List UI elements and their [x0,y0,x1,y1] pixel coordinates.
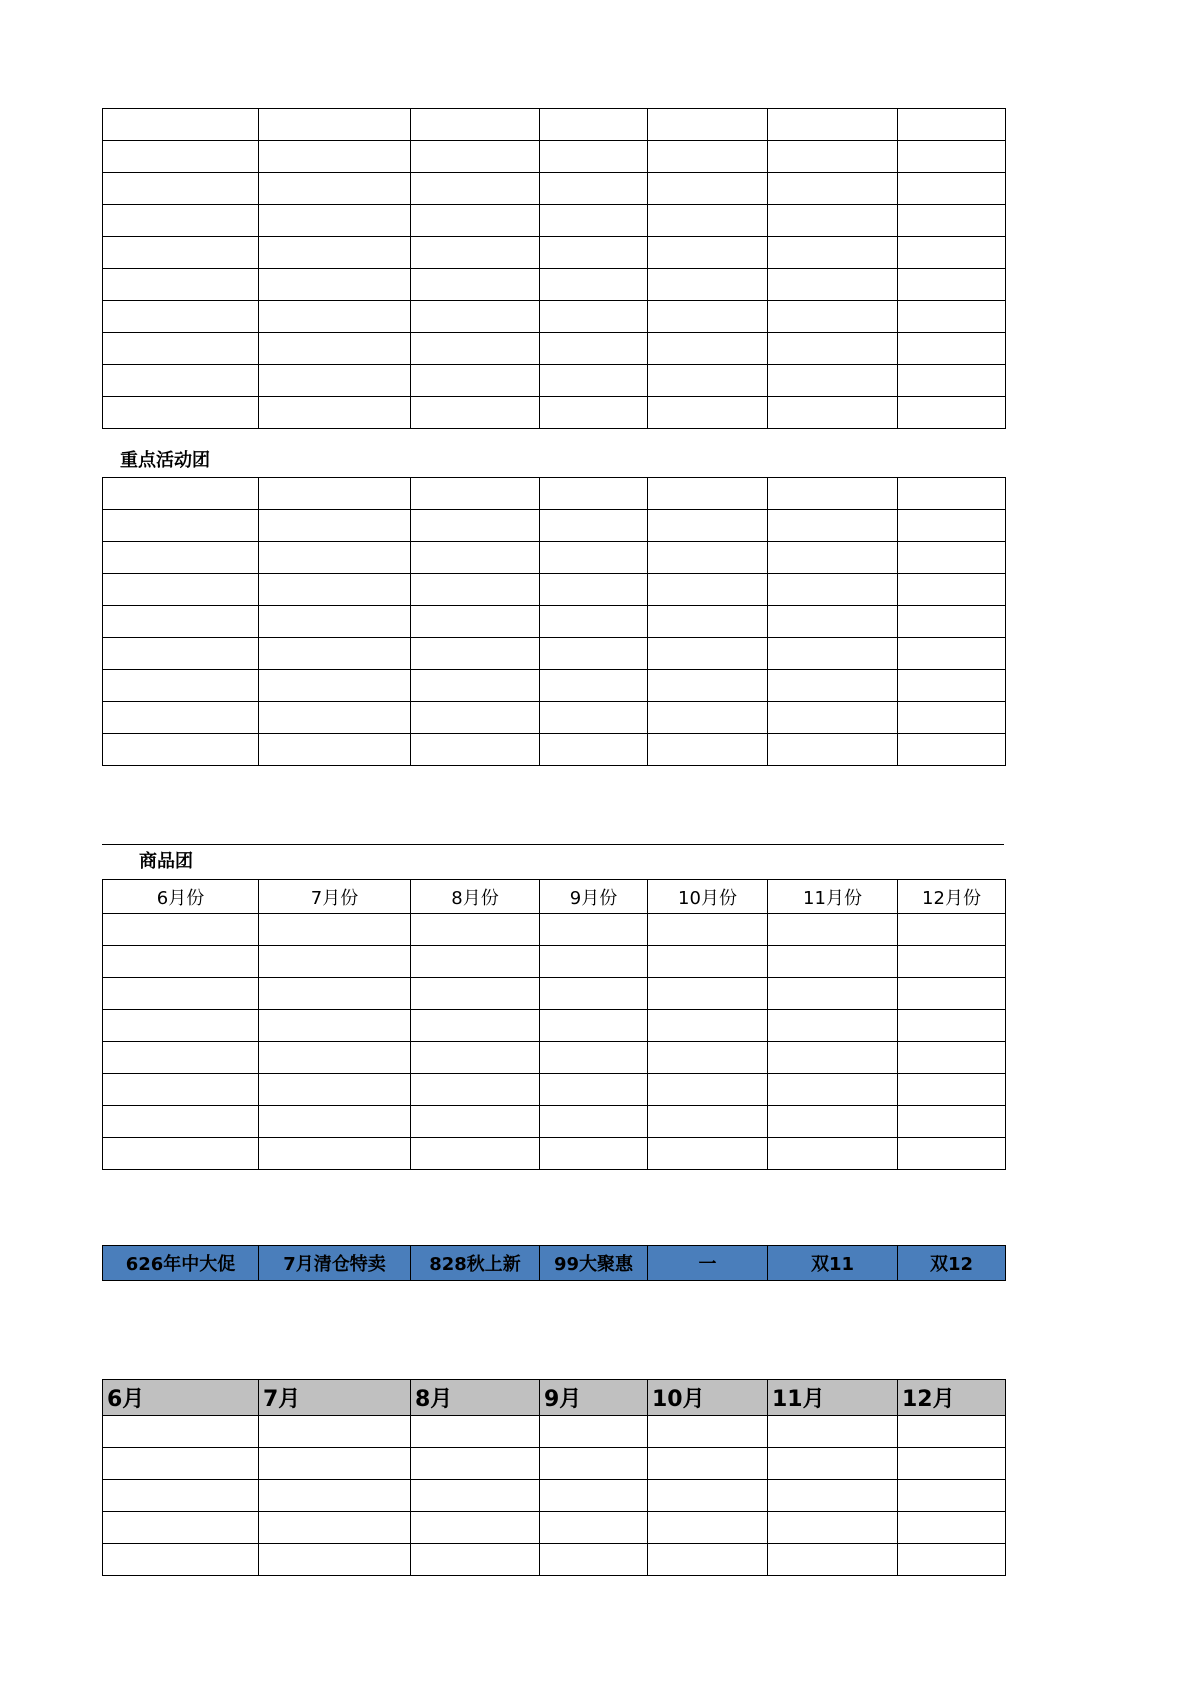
empty-cell[interactable] [103,1416,259,1448]
empty-cell[interactable] [411,1416,540,1448]
table-row [103,1512,1006,1544]
empty-cell[interactable] [768,173,898,205]
goods-group-title: 商品团 [139,851,193,872]
empty-cell[interactable] [103,1544,259,1576]
empty-cell[interactable] [259,1448,411,1480]
empty-cell[interactable] [768,397,898,429]
empty-cell[interactable] [648,205,768,237]
empty-cell[interactable] [768,1074,898,1106]
table-row [103,1074,1006,1106]
empty-cell[interactable] [898,269,1006,301]
empty-cell[interactable] [648,946,768,978]
empty-cell[interactable] [259,542,411,574]
empty-cell[interactable] [898,1544,1006,1576]
empty-cell[interactable] [103,1106,259,1138]
empty-cell[interactable] [898,397,1006,429]
empty-cell[interactable] [898,1416,1006,1448]
table-row [103,670,1006,702]
month-grid-body [103,1380,1006,1576]
table-row [103,333,1006,365]
empty-cell[interactable] [540,638,648,670]
empty-cell[interactable] [103,574,259,606]
empty-cell[interactable] [540,269,648,301]
empty-cell[interactable] [540,1544,648,1576]
empty-cell[interactable] [768,237,898,269]
empty-cell[interactable] [898,702,1006,734]
focus-activity-grid [102,477,1006,766]
empty-cell[interactable] [540,1480,648,1512]
goods-header-cell: 11月份 [768,880,898,914]
empty-cell[interactable] [540,1010,648,1042]
empty-cell[interactable] [898,478,1006,510]
promo-cell: 双12 [898,1246,1006,1281]
empty-cell[interactable] [540,914,648,946]
empty-cell[interactable] [768,606,898,638]
empty-cell[interactable] [768,574,898,606]
empty-cell[interactable] [898,638,1006,670]
empty-cell[interactable] [648,109,768,141]
empty-cell[interactable] [648,1480,768,1512]
empty-cell[interactable] [103,1138,259,1170]
empty-cell[interactable] [259,109,411,141]
empty-cell[interactable] [411,397,540,429]
empty-cell[interactable] [411,269,540,301]
focus-grid-body [103,478,1006,766]
goods-header-cell: 10月份 [648,880,768,914]
empty-cell[interactable] [259,670,411,702]
table-row [103,173,1006,205]
empty-cell[interactable] [540,1416,648,1448]
month-header-cell: 7月 [259,1380,411,1416]
empty-cell[interactable] [103,365,259,397]
empty-cell[interactable] [259,333,411,365]
empty-cell[interactable] [768,702,898,734]
empty-cell[interactable] [540,478,648,510]
goods-group-grid [102,879,1006,1170]
empty-cell[interactable] [898,173,1006,205]
goods-header-cell: 8月份 [411,880,540,914]
empty-cell[interactable] [540,237,648,269]
empty-cell[interactable] [411,574,540,606]
empty-cell[interactable] [411,1074,540,1106]
table-row [103,237,1006,269]
empty-cell[interactable] [648,574,768,606]
empty-cell[interactable] [103,734,259,766]
empty-cell[interactable] [259,734,411,766]
empty-cell[interactable] [648,542,768,574]
empty-cell[interactable] [898,510,1006,542]
empty-cell[interactable] [898,542,1006,574]
empty-cell[interactable] [648,1138,768,1170]
empty-cell[interactable] [648,478,768,510]
table-row [103,141,1006,173]
empty-cell[interactable] [540,205,648,237]
table-row [103,205,1006,237]
empty-cell[interactable] [411,914,540,946]
empty-cell[interactable] [103,205,259,237]
empty-cell[interactable] [768,914,898,946]
empty-cell[interactable] [898,1448,1006,1480]
goods-header-cell: 7月份 [259,880,411,914]
empty-cell[interactable] [898,914,1006,946]
empty-cell[interactable] [768,1512,898,1544]
table-row [103,946,1006,978]
empty-cell[interactable] [411,301,540,333]
empty-cell[interactable] [540,109,648,141]
empty-cell[interactable] [259,510,411,542]
empty-cell[interactable] [411,670,540,702]
table-row [103,1042,1006,1074]
promo-cell: 99大聚惠 [540,1246,648,1281]
empty-cell[interactable] [898,333,1006,365]
empty-cell[interactable] [411,333,540,365]
empty-cell[interactable] [540,365,648,397]
empty-cell[interactable] [103,141,259,173]
empty-cell[interactable] [103,606,259,638]
empty-cell[interactable] [648,1074,768,1106]
empty-cell[interactable] [411,1138,540,1170]
empty-cell[interactable] [540,574,648,606]
table-row [103,638,1006,670]
empty-cell[interactable] [898,606,1006,638]
empty-cell[interactable] [898,205,1006,237]
empty-cell[interactable] [540,301,648,333]
empty-cell[interactable] [259,702,411,734]
empty-cell[interactable] [411,478,540,510]
empty-cell[interactable] [411,510,540,542]
empty-cell[interactable] [259,574,411,606]
empty-cell[interactable] [103,702,259,734]
goods-header-row [103,880,1006,914]
empty-cell[interactable] [259,1010,411,1042]
empty-cell[interactable] [259,478,411,510]
empty-cell[interactable] [540,333,648,365]
empty-cell[interactable] [768,1544,898,1576]
empty-cell[interactable] [648,734,768,766]
empty-cell[interactable] [648,702,768,734]
table-row [103,301,1006,333]
empty-cell[interactable] [411,1480,540,1512]
month-header-cell: 10月 [648,1380,768,1416]
empty-cell[interactable] [259,1042,411,1074]
empty-cell[interactable] [103,978,259,1010]
empty-cell[interactable] [103,1448,259,1480]
table-row [103,978,1006,1010]
empty-cell[interactable] [898,978,1006,1010]
promo-row [103,1246,1006,1281]
empty-cell[interactable] [768,1480,898,1512]
empty-cell[interactable] [103,173,259,205]
month-header-cell: 9月 [540,1380,648,1416]
promo-cell: 一 [648,1246,768,1281]
empty-cell[interactable] [540,702,648,734]
empty-cell[interactable] [540,1074,648,1106]
table-row [103,397,1006,429]
empty-cell[interactable] [648,173,768,205]
empty-cell[interactable] [768,670,898,702]
table-row [103,1480,1006,1512]
empty-cell[interactable] [898,1138,1006,1170]
empty-cell[interactable] [898,946,1006,978]
empty-cell[interactable] [103,1512,259,1544]
promo-cell: 626年中大促 [103,1246,259,1281]
empty-cell[interactable] [648,237,768,269]
empty-cell[interactable] [259,1480,411,1512]
promo-cell: 7月清仓特卖 [259,1246,411,1281]
empty-cell[interactable] [103,510,259,542]
empty-cell[interactable] [768,1448,898,1480]
empty-cell[interactable] [259,301,411,333]
table-row [103,1544,1006,1576]
table-row [103,1448,1006,1480]
empty-cell[interactable] [540,141,648,173]
focus-activity-title: 重点活动团 [120,450,210,471]
empty-cell[interactable] [648,1544,768,1576]
empty-cell[interactable] [540,946,648,978]
empty-cell[interactable] [648,141,768,173]
table-row [103,1138,1006,1170]
empty-cell[interactable] [540,1138,648,1170]
empty-cell[interactable] [540,606,648,638]
table-row [103,1010,1006,1042]
empty-cell[interactable] [648,1448,768,1480]
empty-cell[interactable] [103,670,259,702]
empty-cell[interactable] [411,978,540,1010]
empty-cell[interactable] [540,397,648,429]
empty-cell[interactable] [540,670,648,702]
empty-cell[interactable] [898,141,1006,173]
empty-cell[interactable] [411,946,540,978]
empty-cell[interactable] [411,173,540,205]
empty-cell[interactable] [648,1106,768,1138]
empty-cell[interactable] [259,205,411,237]
empty-cell[interactable] [259,914,411,946]
empty-cell[interactable] [411,1544,540,1576]
empty-cell[interactable] [540,1042,648,1074]
empty-cell[interactable] [411,205,540,237]
empty-cell[interactable] [768,1416,898,1448]
empty-cell[interactable] [259,1106,411,1138]
table-row [103,109,1006,141]
empty-cell[interactable] [103,333,259,365]
empty-cell[interactable] [898,365,1006,397]
empty-cell[interactable] [898,1480,1006,1512]
empty-cell[interactable] [259,1512,411,1544]
empty-cell[interactable] [768,638,898,670]
empty-cell[interactable] [411,606,540,638]
empty-cell[interactable] [259,606,411,638]
empty-cell[interactable] [103,542,259,574]
month-header-cell: 12月 [898,1380,1006,1416]
empty-cell[interactable] [411,702,540,734]
table-row [103,365,1006,397]
empty-cell[interactable] [259,141,411,173]
empty-cell[interactable] [103,109,259,141]
empty-cell[interactable] [259,237,411,269]
empty-cell[interactable] [898,237,1006,269]
empty-cell[interactable] [648,1010,768,1042]
empty-cell[interactable] [103,397,259,429]
top-grid-body [103,109,1006,429]
empty-cell[interactable] [411,1448,540,1480]
month-header-cell: 6月 [103,1380,259,1416]
empty-cell[interactable] [768,946,898,978]
empty-cell[interactable] [648,365,768,397]
empty-cell[interactable] [898,109,1006,141]
empty-cell[interactable] [103,946,259,978]
empty-cell[interactable] [648,606,768,638]
goods-header-cell: 9月份 [540,880,648,914]
table-row [103,1106,1006,1138]
empty-cell[interactable] [540,542,648,574]
empty-cell[interactable] [768,301,898,333]
empty-cell[interactable] [648,1042,768,1074]
empty-cell[interactable] [898,1074,1006,1106]
empty-cell[interactable] [411,237,540,269]
empty-cell[interactable] [648,638,768,670]
empty-cell[interactable] [411,141,540,173]
empty-cell[interactable] [411,1042,540,1074]
empty-cell[interactable] [103,237,259,269]
empty-cell[interactable] [411,638,540,670]
goods-section-divider [102,844,1004,845]
month-header-cell: 11月 [768,1380,898,1416]
empty-cell[interactable] [103,1480,259,1512]
empty-cell[interactable] [898,1512,1006,1544]
empty-cell[interactable] [768,269,898,301]
empty-cell[interactable] [768,365,898,397]
empty-cell[interactable] [898,1042,1006,1074]
empty-cell[interactable] [411,109,540,141]
empty-cell[interactable] [259,1544,411,1576]
empty-cell[interactable] [768,1010,898,1042]
empty-cell[interactable] [540,978,648,1010]
empty-cell[interactable] [103,638,259,670]
empty-cell[interactable] [648,510,768,542]
goods-header-cell: 12月份 [898,880,1006,914]
empty-cell[interactable] [768,333,898,365]
empty-cell[interactable] [103,914,259,946]
table-row [103,510,1006,542]
empty-cell[interactable] [648,397,768,429]
empty-cell[interactable] [259,1074,411,1106]
empty-cell[interactable] [898,574,1006,606]
empty-cell[interactable] [648,1416,768,1448]
empty-cell[interactable] [411,365,540,397]
empty-cell[interactable] [648,914,768,946]
empty-cell[interactable] [648,269,768,301]
empty-cell[interactable] [411,1106,540,1138]
empty-cell[interactable] [103,1074,259,1106]
empty-cell[interactable] [103,1010,259,1042]
table-row [103,1416,1006,1448]
empty-cell[interactable] [103,1042,259,1074]
table-row [103,574,1006,606]
table-row [103,734,1006,766]
empty-cell[interactable] [768,109,898,141]
empty-cell[interactable] [259,978,411,1010]
empty-cell[interactable] [898,1010,1006,1042]
empty-cell[interactable] [411,542,540,574]
table-row [103,478,1006,510]
table-row [103,606,1006,638]
promo-calendar-row [102,1245,1006,1281]
empty-cell[interactable] [540,1512,648,1544]
empty-cell[interactable] [898,670,1006,702]
empty-cell[interactable] [648,301,768,333]
empty-cell[interactable] [259,1138,411,1170]
empty-cell[interactable] [648,670,768,702]
empty-cell[interactable] [259,946,411,978]
month-header-row [103,1380,1006,1416]
promo-cell: 双11 [768,1246,898,1281]
table-row [103,914,1006,946]
empty-cell[interactable] [768,141,898,173]
empty-cell[interactable] [898,734,1006,766]
table-row [103,702,1006,734]
goods-grid-body [103,880,1006,1170]
empty-cell[interactable] [540,1106,648,1138]
empty-cell[interactable] [540,510,648,542]
empty-cell[interactable] [768,510,898,542]
top-empty-grid [102,108,1006,429]
empty-cell[interactable] [768,542,898,574]
empty-cell[interactable] [768,478,898,510]
empty-cell[interactable] [259,638,411,670]
empty-cell[interactable] [259,397,411,429]
empty-cell[interactable] [898,1106,1006,1138]
empty-cell[interactable] [411,1010,540,1042]
table-row [103,269,1006,301]
empty-cell[interactable] [540,173,648,205]
empty-cell[interactable] [648,978,768,1010]
empty-cell[interactable] [648,333,768,365]
empty-cell[interactable] [540,1448,648,1480]
month-header-cell: 8月 [411,1380,540,1416]
promo-cell: 828秋上新 [411,1246,540,1281]
goods-header-cell: 6月份 [103,880,259,914]
empty-cell[interactable] [411,1512,540,1544]
empty-cell[interactable] [103,478,259,510]
empty-cell[interactable] [103,269,259,301]
empty-cell[interactable] [768,1042,898,1074]
empty-cell[interactable] [259,365,411,397]
empty-cell[interactable] [768,205,898,237]
empty-cell[interactable] [259,269,411,301]
empty-cell[interactable] [103,301,259,333]
table-row [103,542,1006,574]
empty-cell[interactable] [411,734,540,766]
empty-cell[interactable] [768,1138,898,1170]
empty-cell[interactable] [898,301,1006,333]
empty-cell[interactable] [540,734,648,766]
empty-cell[interactable] [259,1416,411,1448]
empty-cell[interactable] [768,1106,898,1138]
empty-cell[interactable] [768,734,898,766]
empty-cell[interactable] [768,978,898,1010]
month-plan-grid [102,1379,1006,1576]
empty-cell[interactable] [648,1512,768,1544]
empty-cell[interactable] [259,173,411,205]
